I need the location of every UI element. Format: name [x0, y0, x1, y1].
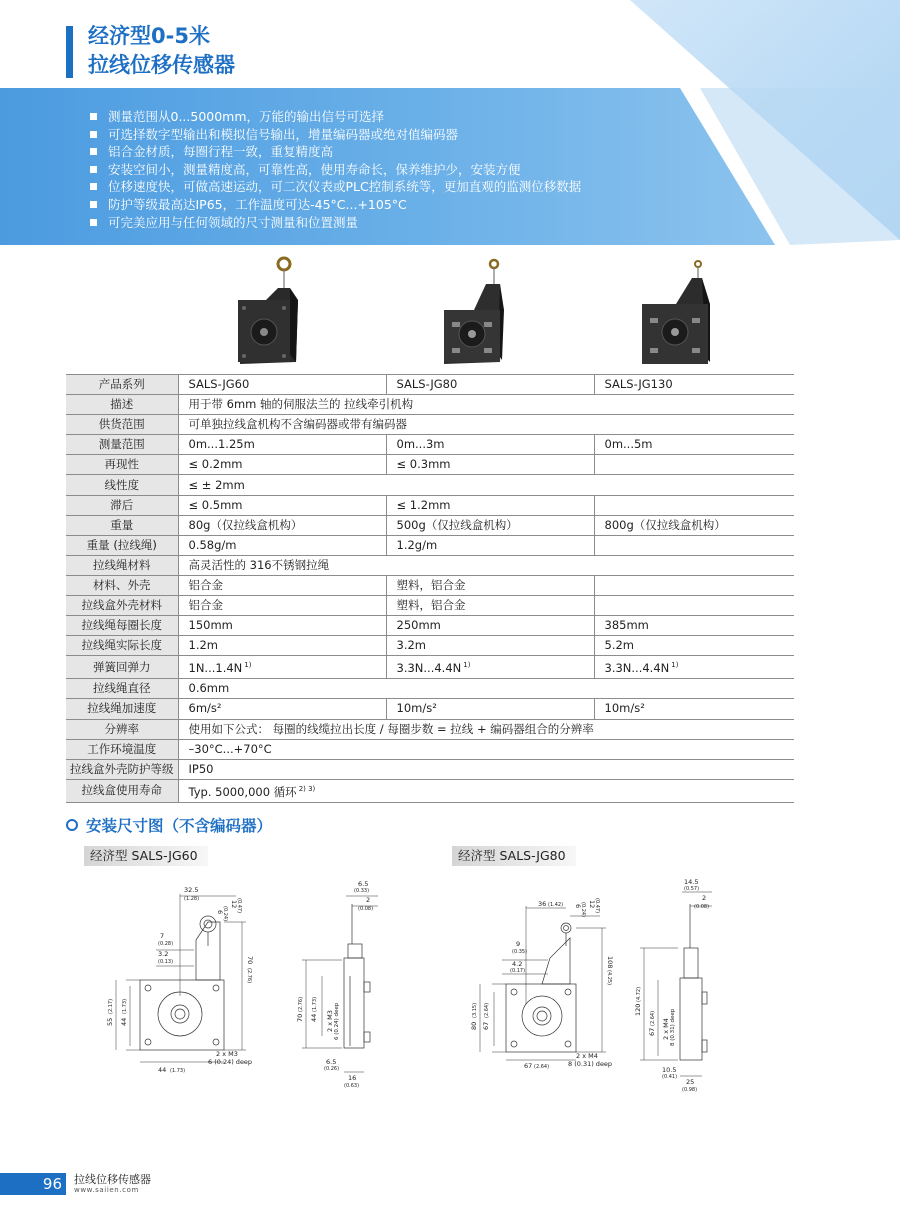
section-heading [66, 814, 272, 836]
spec-row [66, 475, 794, 495]
dim-jg80-b105: 10.5 [662, 1066, 677, 1074]
spec-label: 拉线绳加速度 [66, 699, 178, 719]
spec-value [178, 596, 386, 616]
dim-jg80-a12: 12 [588, 900, 596, 909]
footnote-ref: 1) [463, 661, 471, 670]
spec-value-text: 800g（仅拉线盒机构） [604, 517, 726, 532]
spec-value [594, 636, 794, 656]
dim-jg80-a6-in: (0.24) [580, 902, 586, 918]
dim-jg80-sm4-deep: 8 (0.31) deep [670, 1008, 676, 1046]
spec-value [178, 555, 794, 575]
spec-value-text: ≤ 0.2mm [188, 457, 243, 472]
dim-jg60-sm3-deep: 6 (0.24) deep [334, 1002, 340, 1040]
spec-value [178, 759, 794, 779]
square-bullet-icon [90, 131, 97, 138]
spec-label: 再现性 [66, 455, 178, 475]
spec-value-text: 用于带 6mm 轴的伺服法兰的 拉线牵引机构 [188, 397, 414, 412]
spec-value-text: 0m...1.25m [188, 437, 255, 452]
drawing-label-jg60: 经济型 SALS-JG60 [84, 846, 208, 866]
spec-value-text: 250mm [396, 618, 441, 633]
spec-value [178, 636, 386, 656]
dim-jg60-s2: 2 [366, 896, 371, 904]
dimension-drawing-jg80-front [466, 876, 642, 1076]
dim-jg80-s2: 2 [702, 894, 707, 902]
spec-value-text: 0m...3m [396, 437, 445, 452]
spec-value [386, 435, 594, 455]
dim-jg80-b25-in: (0.98) [682, 1087, 698, 1093]
square-bullet-icon [90, 219, 97, 226]
spec-value [178, 739, 794, 759]
dim-jg60-s65: 6.5 [358, 880, 369, 888]
spec-value [178, 415, 794, 435]
title-accent-bar [66, 26, 73, 78]
spec-label: 拉线盒使用寿命 [66, 779, 178, 802]
spec-row [66, 435, 794, 455]
dim-jg80-a6: 6 [574, 904, 582, 909]
spec-row [66, 455, 794, 475]
dim-jg60-h55: 55 [106, 1017, 114, 1026]
spec-model-name: SALS-JG60 [178, 375, 386, 395]
spec-value-text: 铝合金 [188, 577, 223, 592]
dim-jg60-h70: 70 [246, 956, 254, 965]
spec-value [178, 475, 794, 495]
spec-row [66, 636, 794, 656]
square-bullet-icon [90, 201, 97, 208]
dim-jg80-h108-in: (4.25) [606, 970, 612, 986]
spec-label: 滞后 [66, 495, 178, 515]
spec-label: 拉线盒外壳材料 [66, 596, 178, 616]
spec-label: 线性度 [66, 475, 178, 495]
spec-value-text: 1.2m [188, 638, 218, 653]
product-image-jg130 [636, 254, 726, 372]
spec-value [386, 515, 594, 535]
spec-value-text: 10m/s² [604, 701, 645, 716]
spec-row [66, 616, 794, 636]
spec-value-text: 0m...5m [604, 437, 653, 452]
spec-label: 拉线绳材料 [66, 555, 178, 575]
square-bullet-icon [90, 148, 97, 155]
square-bullet-icon [90, 166, 97, 173]
dim-jg60-w44: 44 [158, 1066, 167, 1074]
spec-value [386, 636, 594, 656]
dim-jg80-s120: 120 [634, 1003, 642, 1016]
spec-row [66, 515, 794, 535]
dim-jg80-s120-in: (4.72) [636, 986, 642, 1002]
dim-jg80-d42: 4.2 [512, 960, 523, 968]
spec-row [66, 739, 794, 759]
feature-item: 位移速度快，可做高速运动，可二次仪表或PLC控制系统等，更加直观的监测位移数据 [88, 178, 581, 196]
page-footer [0, 1173, 900, 1195]
spec-row [66, 575, 794, 595]
spec-row [66, 699, 794, 719]
spec-value [386, 455, 594, 475]
spec-table [66, 374, 794, 803]
spec-value [594, 656, 794, 679]
feature-item: 测量范围从0...5000mm，万能的输出信号可选择 [88, 108, 581, 126]
dim-jg60-s2-in: (0.08) [358, 906, 374, 912]
spec-row [66, 415, 794, 435]
dim-jg60-b16: 16 [348, 1074, 357, 1082]
feature-item: 防护等级最高达IP65，工作温度可达-45°C...+105°C [88, 196, 581, 214]
dim-jg60-s44-in: (1.73) [312, 996, 318, 1012]
spec-value [594, 575, 794, 595]
square-bullet-icon [90, 183, 97, 190]
spec-row [66, 596, 794, 616]
spec-value-text: Typ. 5000,000 循环 [188, 784, 297, 799]
circle-bullet-icon [66, 819, 78, 831]
dim-jg60-h44-in: (1.73) [122, 998, 128, 1014]
spec-label: 重量 (拉线绳) [66, 535, 178, 555]
spec-value [594, 535, 794, 555]
dim-jg60-s70-in: (2.76) [298, 996, 304, 1012]
drawing-label-jg80: 经济型 SALS-JG80 [452, 846, 576, 866]
spec-value [178, 679, 794, 699]
dim-jg80-s67-in: (2.64) [650, 1010, 656, 1026]
feature-item: 铝合金材质，每圈行程一致，重复精度高 [88, 143, 581, 161]
dim-jg80-d9: 9 [516, 940, 521, 948]
spec-value-text: 3.3N...4.4N [396, 661, 462, 676]
product-images [66, 254, 794, 374]
dim-jg60-h70-in: (2.76) [246, 968, 252, 984]
section-title: 安装尺寸图（不含编码器） [86, 817, 273, 835]
spec-value-text: 385mm [604, 618, 649, 633]
spec-value [178, 495, 386, 515]
spec-value [594, 596, 794, 616]
dim-jg60-b16-in: (0.63) [344, 1083, 360, 1089]
page-title-line1: 经济型0-5米 [88, 24, 210, 48]
spec-value-text: ≤ ± 2mm [188, 477, 245, 492]
spec-value-text: 0.58g/m [188, 537, 237, 552]
dim-jg80-m4-deep: 8 (0.31) deep [568, 1060, 613, 1068]
dim-jg80-m4: 2 x M4 [576, 1052, 598, 1060]
dim-jg60-h44: 44 [120, 1017, 128, 1026]
product-image-jg80 [434, 254, 524, 372]
spec-value [594, 455, 794, 475]
dim-jg80-w67-in: (2.64) [534, 1064, 550, 1070]
spec-label: 供货范围 [66, 415, 178, 435]
spec-value [386, 616, 594, 636]
page-header [0, 0, 900, 260]
dim-jg60-m3-deep: 6 (0.24) deep [208, 1058, 253, 1066]
spec-row [66, 395, 794, 415]
dim-jg80-a12-in: (0.47) [594, 898, 600, 914]
spec-value [178, 575, 386, 595]
dim-jg80-s145: 14.5 [684, 878, 699, 886]
spec-row [66, 779, 794, 802]
spec-value [178, 435, 386, 455]
spec-value [386, 656, 594, 679]
spec-value [594, 616, 794, 636]
spec-label: 工作环境温度 [66, 739, 178, 759]
square-bullet-icon [90, 113, 97, 120]
spec-value-text: ≤ 1.2mm [396, 497, 451, 512]
dim-jg80-h67-in: (2.64) [484, 1002, 490, 1018]
spec-row [66, 719, 794, 739]
spec-value [178, 779, 794, 802]
spec-value [178, 535, 386, 555]
spec-row [66, 555, 794, 575]
footnote-ref: 2) 3) [298, 784, 316, 793]
spec-value-text: 5.2m [604, 638, 634, 653]
dim-jg60-d7-in: (0.28) [158, 941, 174, 947]
dim-jg60-s44: 44 [310, 1013, 318, 1022]
product-image-jg60 [226, 254, 316, 372]
dim-jg60-sm3: 2 x M3 [326, 1010, 334, 1032]
spec-row [66, 759, 794, 779]
spec-value-text: 150mm [188, 618, 233, 633]
dim-jg80-h108: 108 [606, 956, 614, 969]
spec-value [178, 719, 794, 739]
spec-value-text: 1N...1.4N [188, 661, 243, 676]
dimension-drawing-jg60-side [292, 876, 388, 1098]
dim-jg80-top: 36 [538, 900, 547, 908]
spec-value-text: ≤ 0.5mm [188, 497, 243, 512]
dimension-drawing-jg60-front [96, 876, 272, 1098]
spec-value [178, 656, 386, 679]
dim-jg60-h55-in: (2.17) [108, 998, 114, 1014]
spec-row [66, 656, 794, 679]
spec-model-name: SALS-JG130 [594, 375, 794, 395]
spec-value [386, 495, 594, 515]
spec-value [386, 575, 594, 595]
dim-jg80-s67: 67 [648, 1027, 656, 1036]
dim-jg80-b105-in: (0.41) [662, 1074, 678, 1080]
footer-title: 拉线位移传感器 [74, 1173, 151, 1186]
spec-value-text: 80g（仅拉线盒机构） [188, 517, 303, 532]
dim-jg60-s70: 70 [296, 1013, 304, 1022]
dim-jg80-w67: 67 [524, 1062, 533, 1070]
dim-jg60-m3: 2 x M3 [216, 1050, 238, 1058]
spec-value-text: 3.2m [396, 638, 426, 653]
spec-label: 拉线绳直径 [66, 679, 178, 699]
dim-jg60-d32-in: (0.13) [158, 959, 174, 965]
dim-jg80-sm4: 2 x M4 [662, 1018, 670, 1040]
spec-label: 测量范围 [66, 435, 178, 455]
dim-jg60-a6: 6 [216, 910, 224, 915]
spec-label: 弹簧回弹力 [66, 656, 178, 679]
dim-jg80-d42-in: (0.17) [510, 968, 526, 974]
spec-value [178, 455, 386, 475]
feature-list [88, 108, 581, 231]
spec-model-name: SALS-JG80 [386, 375, 594, 395]
dim-jg60-d32: 3.2 [158, 950, 169, 958]
spec-header-label: 产品系列 [66, 375, 178, 395]
spec-label: 拉线绳每圈长度 [66, 616, 178, 636]
spec-label: 重量 [66, 515, 178, 535]
spec-row [66, 535, 794, 555]
dim-jg80-h67: 67 [482, 1021, 490, 1030]
spec-label: 材料、外壳 [66, 575, 178, 595]
spec-value-text: 10m/s² [396, 701, 437, 716]
dim-jg60-a12: 12 [230, 900, 238, 909]
spec-value [178, 395, 794, 415]
dim-jg60-d7: 7 [160, 932, 165, 940]
spec-value [386, 535, 594, 555]
spec-value-text: 塑料，铝合金 [396, 577, 466, 592]
spec-value [386, 596, 594, 616]
spec-value-text: ≤ 0.3mm [396, 457, 451, 472]
dimension-drawing-jg80-side [632, 876, 722, 1098]
dim-jg60-w44-in: (1.73) [170, 1068, 186, 1074]
spec-label: 拉线绳实际长度 [66, 636, 178, 656]
dim-jg80-b25: 25 [686, 1078, 695, 1086]
dim-jg60-s65-in: (0.33) [354, 888, 370, 894]
spec-value-text: 6m/s² [188, 701, 222, 716]
dim-jg60-top: 32.5 [184, 886, 199, 894]
spec-value-text: 3.3N...4.4N [604, 661, 670, 676]
dim-jg60-a12-in: (0.47) [236, 898, 242, 914]
spec-value-text: 0.6mm [188, 681, 230, 696]
spec-value-text: 500g（仅拉线盒机构） [396, 517, 518, 532]
spec-value [594, 495, 794, 515]
spec-value [178, 515, 386, 535]
dim-jg60-b65: 6.5 [326, 1058, 337, 1066]
feature-item: 可选择数字型输出和模拟信号输出，增量编码器或绝对值编码器 [88, 126, 581, 144]
spec-value [594, 515, 794, 535]
feature-item: 可完美应用与任何领域的尺寸测量和位置测量 [88, 214, 581, 232]
spec-row [66, 495, 794, 515]
spec-value [178, 616, 386, 636]
spec-value [594, 435, 794, 455]
spec-value-text: 铝合金 [188, 598, 223, 613]
spec-value-text: IP50 [188, 761, 214, 776]
footnote-ref: 1) [671, 661, 679, 670]
dim-jg80-top-in: (1.42) [548, 902, 564, 908]
spec-value-text: 可单独拉线盒机构不含编码器或带有编码器 [188, 417, 407, 432]
dim-jg80-d9-in: (0.35) [512, 949, 528, 955]
footer-website: www.saiien.com [74, 1186, 139, 1194]
dim-jg80-s2-in: (0.08) [694, 904, 710, 910]
spec-value [386, 699, 594, 719]
page-title-line2: 拉线位移传感器 [88, 53, 235, 77]
spec-label: 拉线盒外壳防护等级 [66, 759, 178, 779]
spec-value-text: 高灵活性的 316不锈钢拉绳 [188, 557, 330, 572]
spec-row [66, 679, 794, 699]
footnote-ref: 1) [244, 661, 252, 670]
spec-value [594, 699, 794, 719]
dim-jg80-h80: 80 [470, 1021, 478, 1030]
spec-value-text: 塑料，铝合金 [396, 598, 466, 613]
spec-value [178, 699, 386, 719]
dim-jg80-s145-in: (0.57) [684, 886, 700, 892]
spec-label: 分辨率 [66, 719, 178, 739]
spec-value-text: –30°C...+70°C [188, 741, 272, 756]
spec-value-text: 使用如下公式： 每圈的线缆拉出长度 / 每圈步数 = 拉线 + 编码器组合的分辨率 [188, 721, 594, 736]
dim-jg60-b65-in: (0.26) [324, 1066, 340, 1072]
feature-item: 安装空间小，测量精度高，可靠性高，使用寿命长，保养维护少，安装方便 [88, 161, 581, 179]
dim-jg80-h80-in: (3.15) [472, 1002, 478, 1018]
spec-label: 描述 [66, 395, 178, 415]
dim-jg60-top-in: (1.28) [184, 896, 200, 902]
page-title [88, 22, 235, 80]
page-number: 96 [0, 1173, 66, 1195]
spec-header-row [66, 375, 794, 395]
dim-jg60-a6-in: (0.24) [222, 906, 228, 922]
spec-value-text: 1.2g/m [396, 537, 438, 552]
